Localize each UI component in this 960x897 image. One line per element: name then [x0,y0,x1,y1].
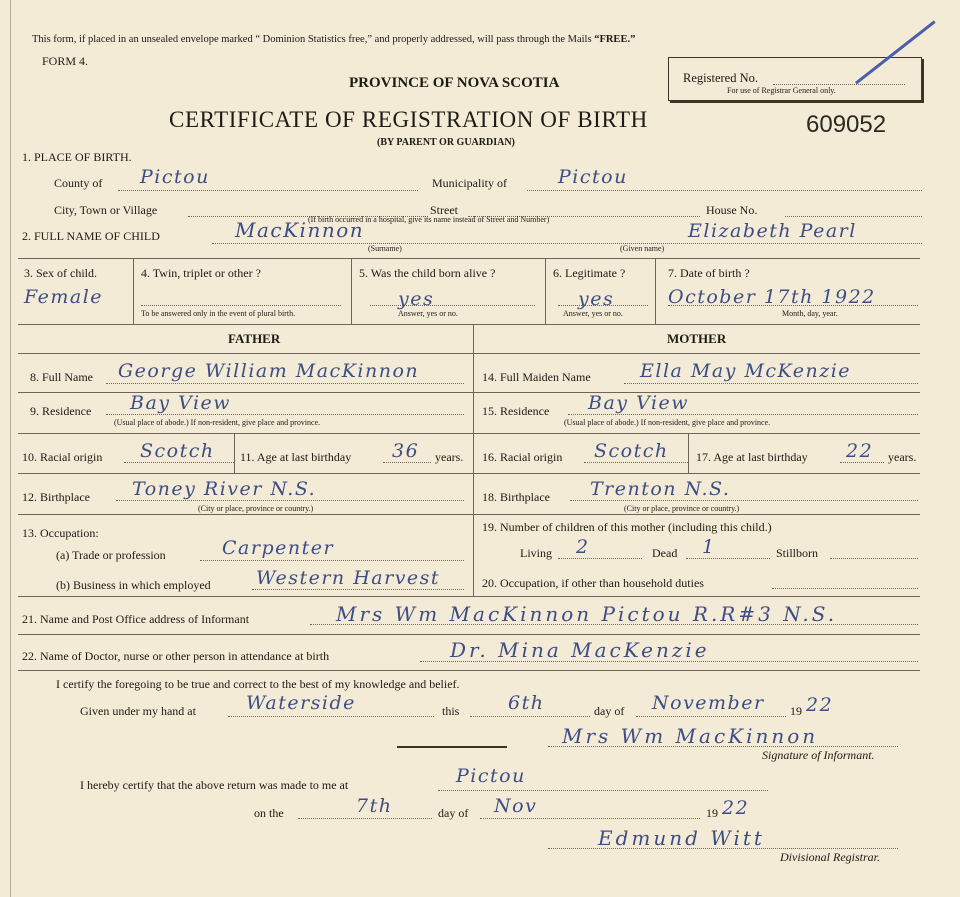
given-year-prefix: 19 [790,704,802,718]
registered-number-box [668,57,922,101]
province-heading: PROVINCE OF NOVA SCOTIA [349,75,560,91]
registrar-place: Pictou [456,765,526,787]
father-occupation-label: 13. Occupation: [22,526,99,540]
trade-value: Carpenter [222,537,335,559]
registrar-signature: Edmund Witt [598,826,765,850]
street-label: Street [430,203,458,217]
father-age-value: 36 [392,440,420,462]
twin-note: To be answered only in the event of plural birth. [141,309,296,318]
born-alive-value: yes [398,288,435,310]
legitimate-note: Answer, yes or no. [563,309,623,318]
on-the-label: on the [254,806,284,820]
father-residence-value: Bay View [130,392,232,414]
surname-label: (Surname) [368,244,402,253]
mother-occupation-label: 20. Occupation, if other than household duties [482,576,704,590]
doctor-label: 22. Name of Doctor, nurse or other person in attendance at birth [22,649,330,663]
mother-heading: MOTHER [667,331,727,346]
mail-note [32,34,635,45]
father-residence-label: 9. Residence [30,404,92,418]
born-alive-note: Answer, yes or no. [398,309,458,318]
given-year: 22 [806,694,834,716]
registrar-day: 7th [356,795,393,817]
living-label: Living [520,546,552,560]
born-alive-label: 5. Was the child born alive ? [359,266,496,280]
hospital-note: (If birth occurred in a hospital, give its name instead of Street and Number) [308,215,550,224]
father-birthplace-note: (City or place, province or country.) [198,504,314,513]
serial-number: 609052 [806,111,887,138]
father-name-label: 8. Full Name [30,370,93,384]
business-value: Western Harvest [256,567,441,589]
legitimate-label: 6. Legitimate ? [553,266,626,280]
sex-label: 3. Sex of child. [24,266,97,280]
municipality-value: Pictou [558,166,628,188]
given-at-place: Waterside [246,692,356,714]
certification-text: I certify the foregoing to be true and correct to the best of my knowledge and belief. [56,677,460,691]
registrar-month: Nov [494,795,538,817]
child-given-name: Elizabeth Pearl [688,220,857,242]
twin-label: 4. Twin, triplet or other ? [141,266,261,280]
certificate-subtitle: (BY PARENT OR GUARDIAN) [377,137,515,148]
father-race-label: 10. Racial origin [22,450,103,464]
father-years-label: years. [435,450,464,464]
registrar-day-of-label: day of [438,806,469,820]
children-count-label: 19. Number of children of this mother (including this child.) [482,520,772,534]
mother-years-label: years. [888,450,917,464]
trade-label: (a) Trade or profession [56,548,166,562]
father-birthplace-value: Toney River N.S. [132,478,317,500]
given-day: 6th [508,692,545,714]
certificate-title: CERTIFICATE OF REGISTRATION OF BIRTH [169,107,648,132]
informant-signature-label: Signature of Informant. [762,748,875,762]
place-of-birth-heading: 1. PLACE OF BIRTH. [22,150,132,164]
date-of-birth-value: October 17th 1922 [668,286,876,308]
living-value: 2 [576,536,590,558]
form-number: FORM 4. [42,54,89,68]
dead-value: 1 [702,536,716,558]
business-label: (b) Business in which employed [56,578,211,592]
mother-residence-value: Bay View [588,392,690,414]
given-day-of-label: day of [594,704,625,718]
child-name-label: 2. FULL NAME OF CHILD [22,229,160,243]
mother-birthplace-label: 18. Birthplace [482,490,550,504]
father-heading: FATHER [228,331,281,346]
county-label: County of [54,176,103,190]
mother-residence-note: (Usual place of abode.) If non-resident, give place and province. [564,418,771,427]
registrar-signature-label: Divisional Registrar. [780,850,881,864]
child-surname: MacKinnon [235,218,365,242]
given-at-label: Given under my hand at [80,704,196,718]
informant-label: 21. Name and Post Office address of Informant [22,612,250,626]
given-name-label: (Given name) [620,244,665,253]
house-number-label: House No. [706,203,758,217]
registered-number-note: For use of Registrar General only. [727,86,836,95]
mother-race-label: 16. Racial origin [482,450,563,464]
mother-race-value: Scotch [594,440,669,462]
father-birthplace-label: 12. Birthplace [22,490,90,504]
mother-residence-label: 15. Residence [482,404,550,418]
mail-note-free: “FREE.” [594,34,636,45]
mail-note-text: This form, if placed in an unsealed envelope marked “ Dominion Statistics free,” and properly addressed, will pass through the Mails [32,34,592,45]
date-of-birth-label: 7. Date of birth ? [668,266,750,280]
legitimate-value: yes [578,288,615,310]
mother-name-value: Ella May McKenzie [640,360,852,382]
mother-birthplace-value: Trenton N.S. [590,478,731,500]
municipality-label: Municipality of [432,176,507,190]
sex-value: Female [24,286,104,308]
informant-value: Mrs Wm MacKinnon Pictou R.R#3 N.S. [336,602,838,626]
dead-label: Dead [652,546,678,560]
mother-birthplace-note: (City or place, province or country.) [624,504,740,513]
county-value: Pictou [140,166,210,188]
mother-age-label: 17. Age at last birthday [696,450,808,464]
mother-name-label: 14. Full Maiden Name [482,370,591,384]
father-age-label: 11. Age at last birthday [240,450,352,464]
father-residence-note: (Usual place of abode.) If non-resident, give place and province. [114,418,321,427]
date-of-birth-note: Month, day, year. [782,309,838,318]
city-label: City, Town or Village [54,203,158,217]
registrar-year-prefix: 19 [706,806,718,820]
given-month: November [652,692,765,714]
this-label: this [442,704,460,718]
registered-number-label: Registered No. [683,71,758,85]
father-name-value: George William MacKinnon [118,360,420,382]
registrar-year: 22 [722,797,750,819]
doctor-value: Dr. Mina MacKenzie [450,638,710,662]
informant-signature: Mrs Wm MacKinnon [562,724,819,748]
registrar-certify-text: I hereby certify that the above return was made to me at [80,778,349,792]
stillborn-label: Stillborn [776,546,819,560]
father-race-value: Scotch [140,440,215,462]
mother-age-value: 22 [846,440,874,462]
